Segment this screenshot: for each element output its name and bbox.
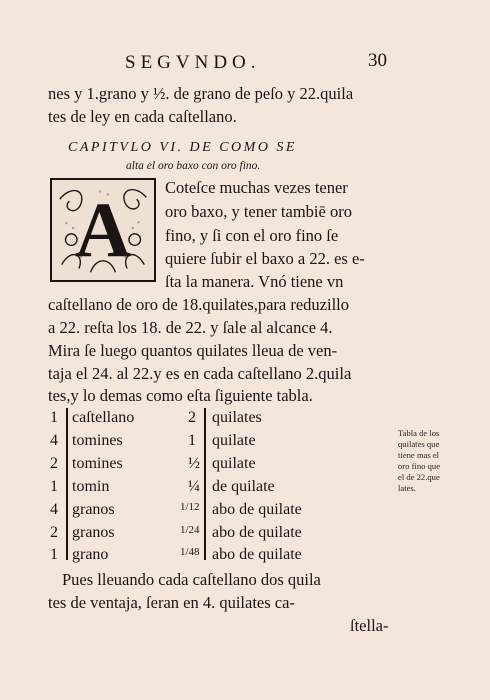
body-line: quiere ſubir el baxo a 22. es e- <box>165 249 365 268</box>
table-qty2: ½ <box>188 455 200 472</box>
table-unit2: de quilate <box>212 478 275 495</box>
body-line: ſta la manera. Vnó tiene vn <box>165 272 344 291</box>
margin-note-line: lates. <box>398 483 416 493</box>
margin-note-line: el de 22.que <box>398 472 440 482</box>
table-unit: grano <box>72 546 109 563</box>
initial-letter: A <box>74 186 132 273</box>
margin-note-line: tiene mas el <box>398 450 440 460</box>
table-qty2: 1/12 <box>180 501 200 513</box>
table-unit: granos <box>72 501 115 518</box>
table-qty: 4 <box>50 432 58 449</box>
margin-note-line: Tabla de los <box>398 428 440 438</box>
table-qty: 1 <box>50 478 58 495</box>
table-unit2: abo de quilate <box>212 524 302 541</box>
body-line: taja el 24. al 22.y es en cada caſtellano 2.quila <box>48 364 352 383</box>
table-unit2: quilate <box>212 455 256 472</box>
table-unit2: abo de quilate <box>212 546 302 563</box>
chapter-title: CAPITVLO VI. DE COMO SE <box>68 140 297 155</box>
table-unit: granos <box>72 524 115 541</box>
table-qty: 2 <box>50 455 58 472</box>
carryover-line: nes y 1.grano y ½. de grano de peſo y 22.quila <box>48 84 354 103</box>
body-line: fino, y ſi con el oro fino ſe <box>165 226 339 245</box>
body-line: oro baxo, y tener tambiē oro <box>165 202 352 221</box>
table-qty2: 1 <box>188 432 196 449</box>
body-line: Coteſce muchas vezes tener <box>165 178 348 197</box>
body-line: caſtellano de oro de 18.quilates,para reduzillo <box>48 295 350 314</box>
running-head: SEGVNDO. <box>125 52 261 73</box>
margin-note-line: oro fino que <box>398 461 441 471</box>
table-unit: caſtellano <box>72 409 135 426</box>
catchword: ſtella- <box>350 616 389 635</box>
body-line: a 22. reſta los 18. de 22. y ſale al alcance 4. <box>48 318 333 337</box>
page-number: 30 <box>368 50 387 71</box>
margin-note <box>398 428 478 494</box>
margin-note-line: quilates que <box>398 439 440 449</box>
table-qty2: 1/24 <box>180 524 200 536</box>
table-rule <box>66 408 68 560</box>
table-qty2: 1/48 <box>180 546 200 558</box>
table-unit: tomin <box>72 478 110 495</box>
chapter-subtitle: alta el oro baxo con oro fino. <box>126 160 261 172</box>
table-qty2: ¼ <box>188 478 200 495</box>
table-qty: 1 <box>50 546 58 563</box>
table-qty: 4 <box>50 501 58 518</box>
table-unit2: abo de quilate <box>212 501 302 518</box>
carryover-line: tes de ley en cada caſtellano. <box>48 107 237 126</box>
table-unit2: quilates <box>212 409 262 426</box>
table-unit: tomines <box>72 455 123 472</box>
body-line: tes,y lo demas como eſta ſiguiente tabla. <box>48 386 313 405</box>
table-unit2: quilate <box>212 432 256 449</box>
table-qty: 1 <box>50 409 58 426</box>
table-rule <box>204 408 206 560</box>
body-line: Pues lleuando cada caſtellano dos quila <box>62 570 321 589</box>
body-line: Mira ſe luego quantos quilates lleua de ven- <box>48 341 338 360</box>
body-line: tes de ventaja, ſeran en 4. quilates ca- <box>48 593 295 612</box>
decorated-initial <box>50 178 156 282</box>
table-qty2: 2 <box>188 409 196 426</box>
table-unit: tomines <box>72 432 123 449</box>
table-qty: 2 <box>50 524 58 541</box>
